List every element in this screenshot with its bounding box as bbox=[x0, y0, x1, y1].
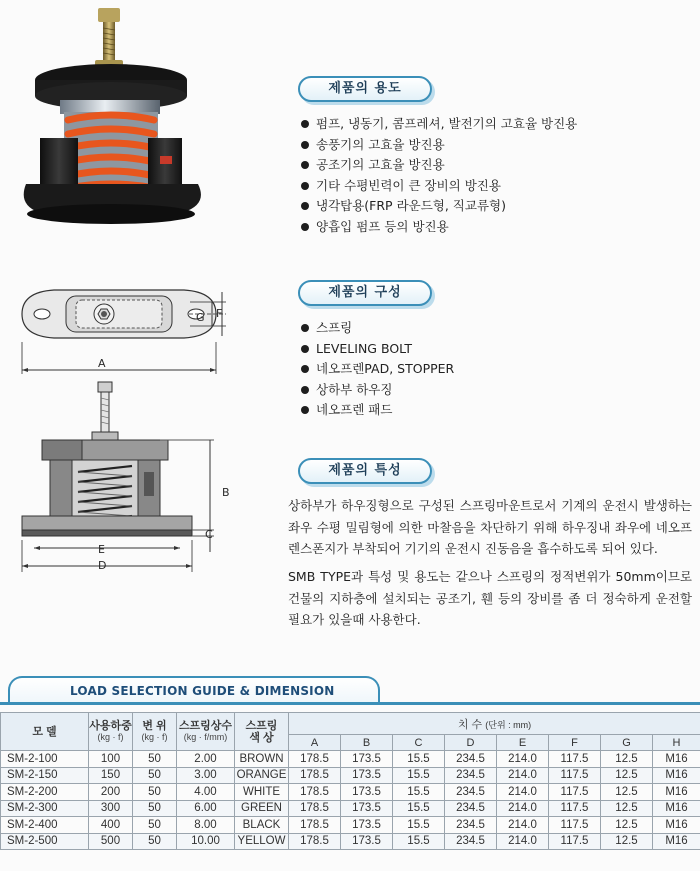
header-dim-h: H bbox=[653, 735, 700, 751]
header-spring-color: 스프링 색 상 bbox=[235, 713, 289, 751]
table-cell: 50 bbox=[133, 817, 177, 834]
table-cell: 50 bbox=[133, 784, 177, 801]
features-section-title: 제품의 특성 bbox=[298, 458, 432, 484]
table-cell: 15.5 bbox=[393, 817, 445, 834]
table-cell: 50 bbox=[133, 751, 177, 768]
table-cell: SM-2-200 bbox=[1, 784, 89, 801]
table-cell: 15.5 bbox=[393, 784, 445, 801]
table-cell: 234.5 bbox=[445, 833, 497, 850]
composition-list bbox=[300, 318, 454, 421]
table-cell: M16 bbox=[653, 817, 700, 834]
header-dim-b: B bbox=[341, 735, 393, 751]
dim-label-d: D bbox=[98, 559, 107, 572]
table-cell: YELLOW bbox=[235, 833, 289, 850]
side-view-drawing bbox=[14, 380, 244, 575]
list-item: 양흡입 펌프 등의 방진용 bbox=[300, 217, 577, 238]
list-item: LEVELING BOLT bbox=[300, 339, 454, 360]
table-cell: 214.0 bbox=[497, 817, 549, 834]
list-item: 네오프렌PAD, STOPPER bbox=[300, 359, 454, 380]
table-cell: 12.5 bbox=[601, 800, 653, 817]
list-item: 기타 수평빈력이 큰 장비의 방진용 bbox=[300, 176, 577, 197]
table-row bbox=[1, 784, 700, 801]
load-selection-table bbox=[0, 712, 700, 850]
table-cell: 234.5 bbox=[445, 817, 497, 834]
table-cell: 234.5 bbox=[445, 800, 497, 817]
table-cell: 12.5 bbox=[601, 767, 653, 784]
header-dim-c: C bbox=[393, 735, 445, 751]
table-cell: 12.5 bbox=[601, 751, 653, 768]
table-cell: WHITE bbox=[235, 784, 289, 801]
list-item: 네오프렌 패드 bbox=[300, 400, 454, 421]
features-paragraph-1: 상하부가 하우징형으로 구성된 스프링마운트로서 기계의 운전시 발생하는 좌우 수평 밀림형에 의한 마찰음을 차단하기 위해 하우징내 좌우에 네오프렌스폰지가 부착되어 기기의 운전시 진동음을 흡수하도록 되어 있다. bbox=[288, 498, 692, 556]
table-cell: 214.0 bbox=[497, 767, 549, 784]
dim-label-a: A bbox=[98, 357, 106, 370]
table-cell: 214.0 bbox=[497, 833, 549, 850]
list-item: 펌프, 냉동기, 콤프레셔, 발전기의 고효율 방진용 bbox=[300, 114, 577, 135]
header-dim-f: F bbox=[549, 735, 601, 751]
table-row bbox=[1, 833, 700, 850]
header-dim-a: A bbox=[289, 735, 341, 751]
composition-section-title: 제품의 구성 bbox=[298, 280, 432, 306]
table-cell: SM-2-400 bbox=[1, 817, 89, 834]
table-cell: 178.5 bbox=[289, 784, 341, 801]
list-item: 스프링 bbox=[300, 318, 454, 339]
table-cell: 173.5 bbox=[341, 833, 393, 850]
table-row bbox=[1, 817, 700, 834]
list-item: 냉각탑용(FRP 라운드형, 직교류형) bbox=[300, 196, 577, 217]
table-cell: 117.5 bbox=[549, 833, 601, 850]
table-cell: 234.5 bbox=[445, 751, 497, 768]
table-cell: M16 bbox=[653, 784, 700, 801]
table-cell: BROWN bbox=[235, 751, 289, 768]
table-cell: SM-2-300 bbox=[1, 800, 89, 817]
table-cell: M16 bbox=[653, 767, 700, 784]
table-cell: 12.5 bbox=[601, 784, 653, 801]
table-cell: 50 bbox=[133, 800, 177, 817]
table-cell: 10.00 bbox=[177, 833, 235, 850]
header-dimension: 치 수 (단위 : mm) bbox=[289, 713, 700, 735]
table-cell: 117.5 bbox=[549, 767, 601, 784]
usage-section-title: 제품의 용도 bbox=[298, 76, 432, 102]
dim-label-f: F bbox=[216, 307, 223, 320]
table-cell: 15.5 bbox=[393, 800, 445, 817]
table-cell: 50 bbox=[133, 767, 177, 784]
table-row bbox=[1, 800, 700, 817]
list-item: 공조기의 고효율 방진용 bbox=[300, 155, 577, 176]
header-dim-e: E bbox=[497, 735, 549, 751]
table-cell: 178.5 bbox=[289, 800, 341, 817]
table-cell: SM-2-100 bbox=[1, 751, 89, 768]
table-row bbox=[1, 767, 700, 784]
table-cell: 12.5 bbox=[601, 833, 653, 850]
table-cell: 15.5 bbox=[393, 767, 445, 784]
table-cell: 214.0 bbox=[497, 751, 549, 768]
table-cell: M16 bbox=[653, 800, 700, 817]
table-cell: 178.5 bbox=[289, 767, 341, 784]
dim-label-e: E bbox=[98, 543, 105, 556]
table-cell: 178.5 bbox=[289, 751, 341, 768]
table-cell: 15.5 bbox=[393, 833, 445, 850]
table-cell: 117.5 bbox=[549, 800, 601, 817]
header-dim-g: G bbox=[601, 735, 653, 751]
table-cell: 150 bbox=[89, 767, 133, 784]
table-cell: 100 bbox=[89, 751, 133, 768]
table-title: LOAD SELECTION GUIDE & DIMENSION bbox=[8, 676, 380, 704]
table-cell: 50 bbox=[133, 833, 177, 850]
table-cell: 214.0 bbox=[497, 784, 549, 801]
table-cell: 400 bbox=[89, 817, 133, 834]
table-cell: 6.00 bbox=[177, 800, 235, 817]
table-row bbox=[1, 751, 700, 768]
header-spring-rate: 스프링상수 (kg · f/mm) bbox=[177, 713, 235, 751]
table-cell: 117.5 bbox=[549, 817, 601, 834]
top-view-drawing bbox=[14, 278, 228, 383]
table-cell: 173.5 bbox=[341, 800, 393, 817]
table-cell: 214.0 bbox=[497, 800, 549, 817]
table-title-rule bbox=[0, 702, 700, 705]
table-cell: 15.5 bbox=[393, 751, 445, 768]
table-cell: 173.5 bbox=[341, 767, 393, 784]
table-cell: 173.5 bbox=[341, 784, 393, 801]
table-cell: 8.00 bbox=[177, 817, 235, 834]
dim-label-c: C bbox=[205, 528, 213, 541]
table-cell: 234.5 bbox=[445, 784, 497, 801]
header-deflection: 변 위 (kg · f) bbox=[133, 713, 177, 751]
table-cell: 178.5 bbox=[289, 817, 341, 834]
table-cell: 173.5 bbox=[341, 751, 393, 768]
list-item: 상하부 하우징 bbox=[300, 380, 454, 401]
dim-label-b: B bbox=[222, 486, 230, 499]
header-load: 사용하중 (kg · f) bbox=[89, 713, 133, 751]
header-model: 모 델 bbox=[1, 713, 89, 751]
table-cell: BLACK bbox=[235, 817, 289, 834]
table-cell: 234.5 bbox=[445, 767, 497, 784]
table-cell: 178.5 bbox=[289, 833, 341, 850]
spring-mount-product-photo bbox=[18, 8, 208, 226]
table-cell: 300 bbox=[89, 800, 133, 817]
dim-label-g: G bbox=[196, 311, 205, 324]
list-item: 송풍기의 고효율 방진용 bbox=[300, 135, 577, 156]
features-paragraph-2: SMB TYPE과 특성 및 용도는 같으나 스프링의 정적변위가 50mm이므로 건물의 지하층에 설치되는 공조기, 휀 등의 장비를 좀 더 정숙하게 운전할 필요가 있을때 사용한다. bbox=[288, 569, 692, 627]
usage-list bbox=[300, 114, 577, 238]
header-dim-d: D bbox=[445, 735, 497, 751]
table-cell: GREEN bbox=[235, 800, 289, 817]
table-cell: SM-2-150 bbox=[1, 767, 89, 784]
table-cell: SM-2-500 bbox=[1, 833, 89, 850]
table-cell: 2.00 bbox=[177, 751, 235, 768]
table-cell: 500 bbox=[89, 833, 133, 850]
table-cell: 12.5 bbox=[601, 817, 653, 834]
table-cell: M16 bbox=[653, 751, 700, 768]
table-cell: 117.5 bbox=[549, 751, 601, 768]
table-cell: M16 bbox=[653, 833, 700, 850]
table-cell: ORANGE bbox=[235, 767, 289, 784]
table-cell: 173.5 bbox=[341, 817, 393, 834]
table-cell: 200 bbox=[89, 784, 133, 801]
table-cell: 3.00 bbox=[177, 767, 235, 784]
table-cell: 117.5 bbox=[549, 784, 601, 801]
table-cell: 4.00 bbox=[177, 784, 235, 801]
